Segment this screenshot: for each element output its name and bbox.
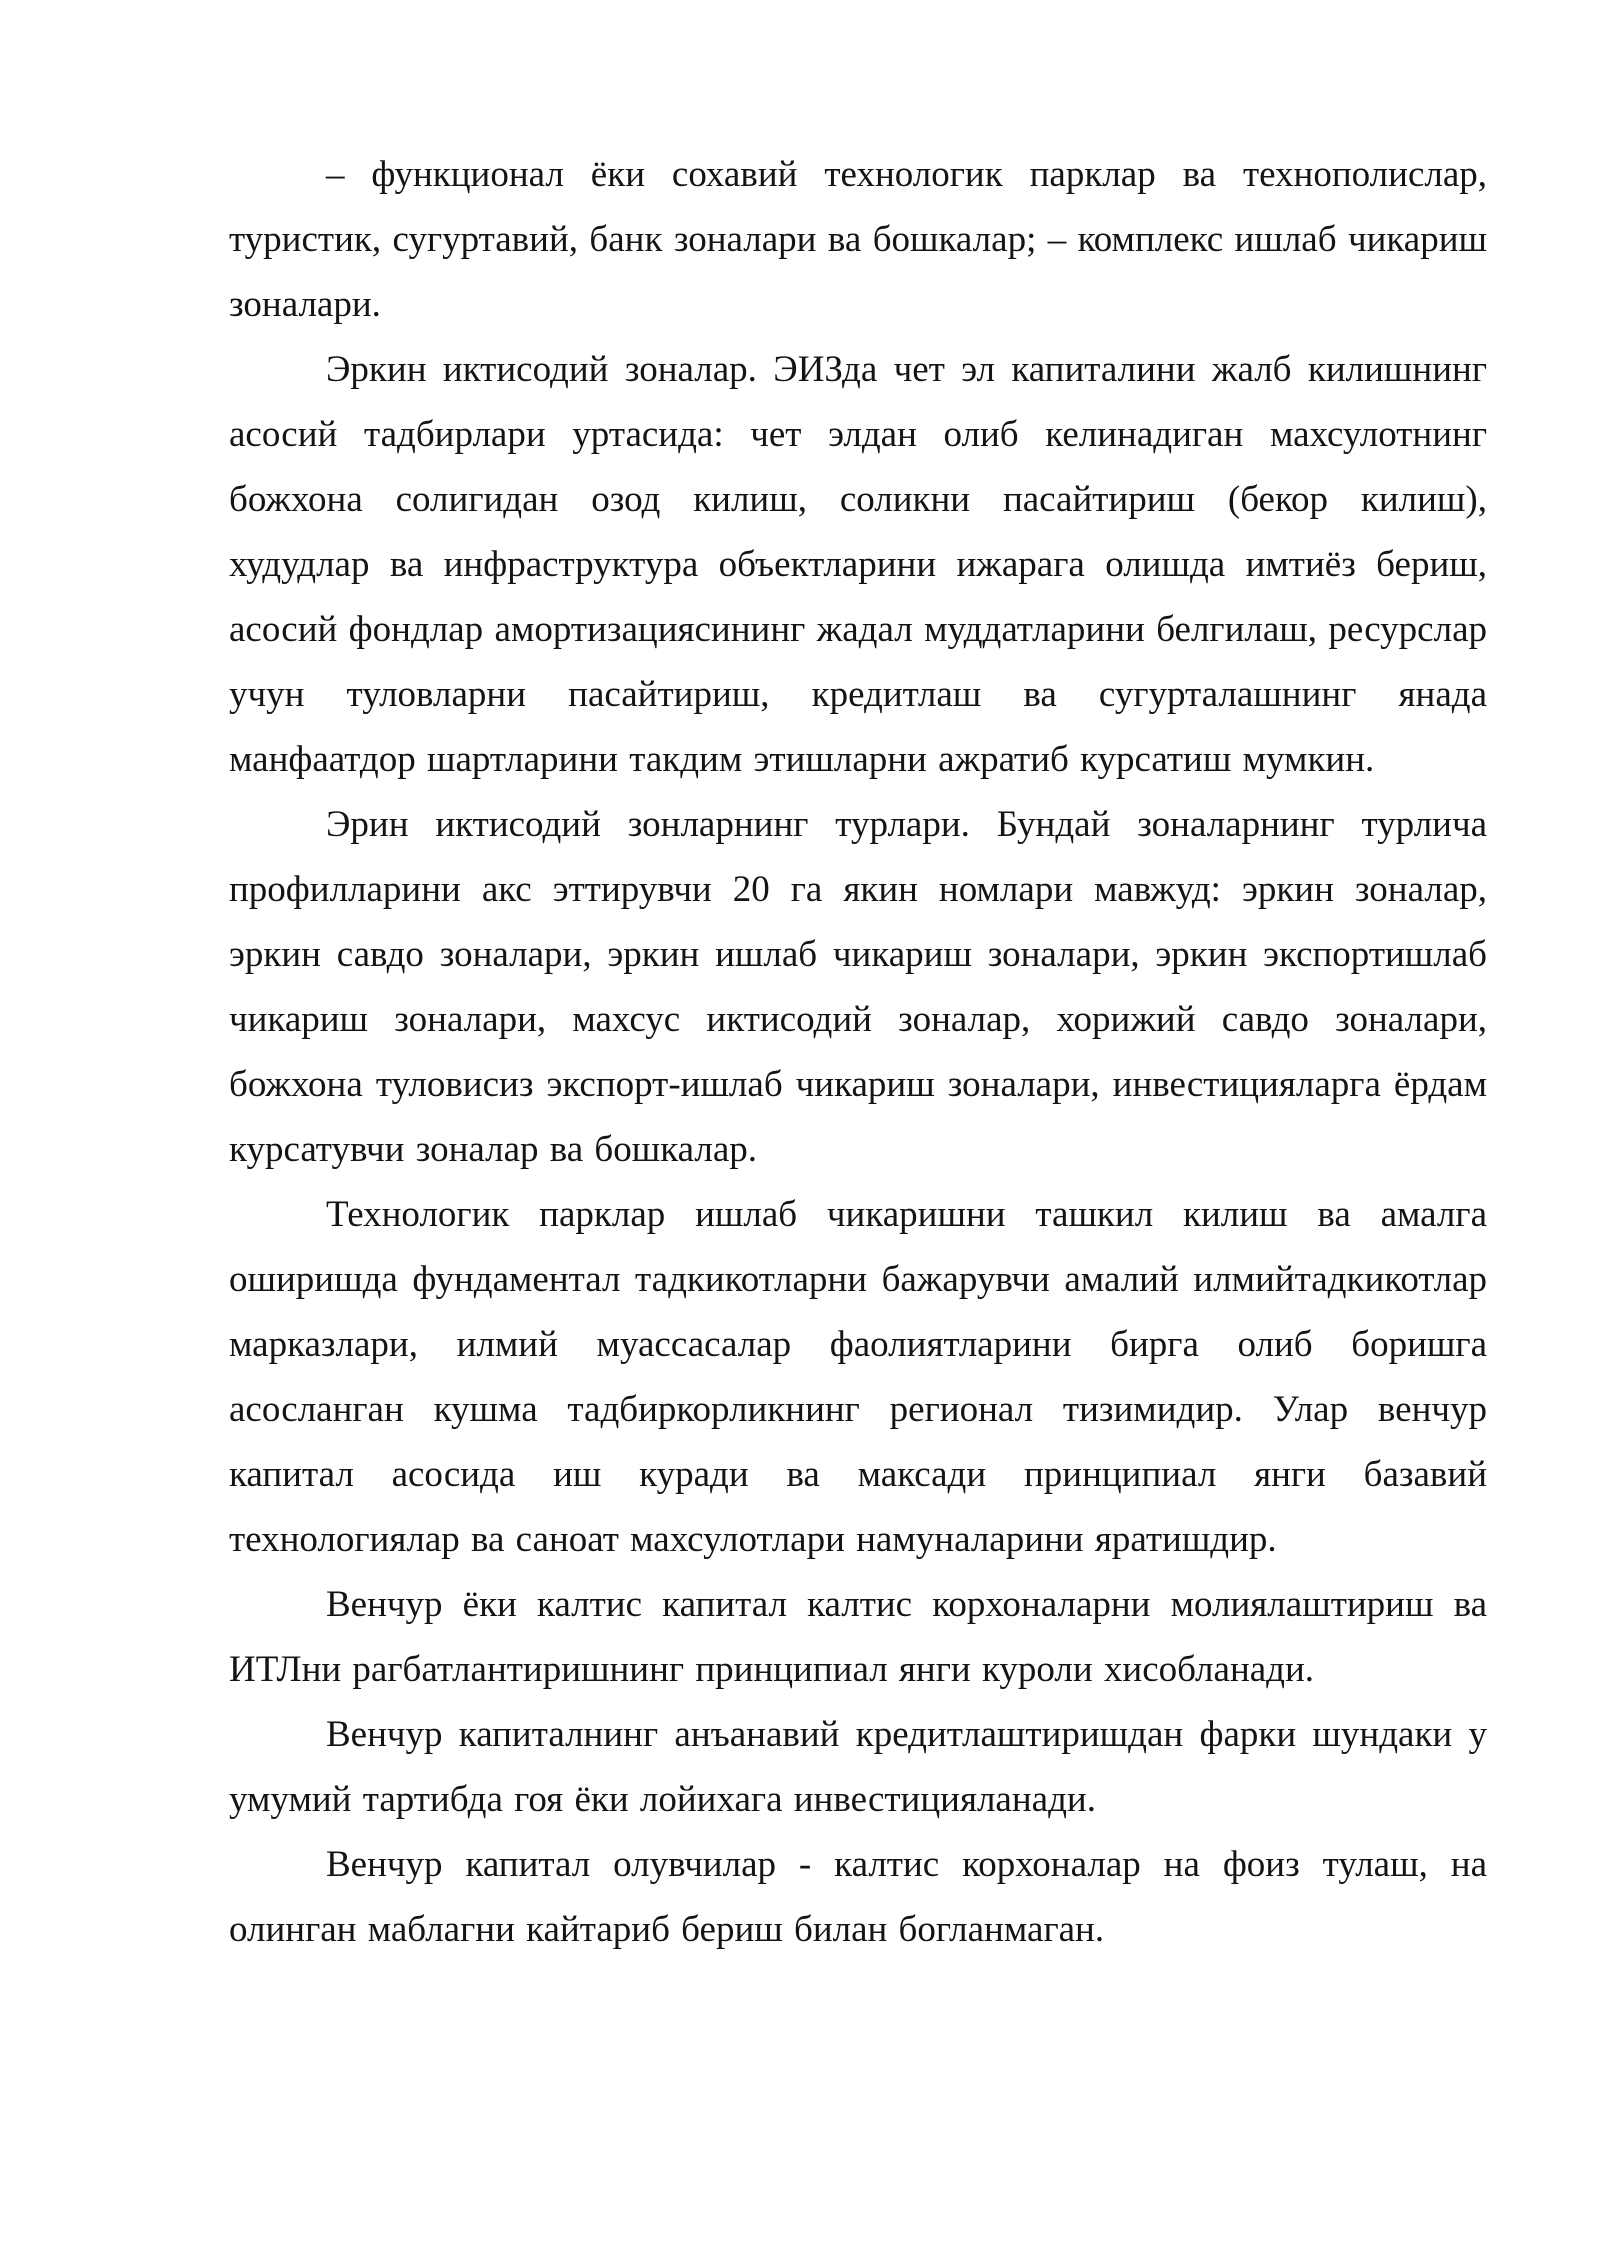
paragraph-venture-vs-credit: Венчур капиталнинг анъанавий кредитлаштиришдан фарки шундаки у умумий тартибда гоя ёки лойихага инвестицияланади. [229, 1714, 1487, 1820]
document-body [229, 142, 1487, 1962]
paragraph-venture-recipients: Венчур капитал олувчилар - калтис корхоналар на фоиз тулаш, на олинган маблагни кайтариб бериш билан богланмаган. [229, 1844, 1487, 1950]
paragraph-technology-parks: Технологик парклар ишлаб чикаришни ташкил килиш ва амалга оширишда фундаментал тадкикотларни бажарувчи амалий илмийтадкикотлар марказлари, илмий муассасалар фаолиятларини бирга олиб боришга асосланган кушма тадбиркорликнинг регионал тизимидир. Улар венчур капитал асосида иш куради ва максади принципиал янги базавий технологиялар ва саноат махсулотлари намуналарини яратишдир. [229, 1194, 1487, 1560]
paragraph-venture-capital: Венчур ёки калтис капитал калтис корхоналарни молиялаштириш ва ИТЛни рагбатлантиришнинг принципиал янги куроли хисобланади. [229, 1584, 1487, 1690]
paragraph-zone-kinds: Эрин иктисодий зонларнинг турлари. Бундай зоналарнинг турлича профилларини акс эттирувчи 20 га якин номлари мавжуд: эркин зоналар, эркин савдо зоналари, эркин ишлаб чикариш зоналари, эркин экспортишлаб чикариш зоналари, махсус иктисодий зоналар, хорижий савдо зоналари, божхона туловисиз экспорт-ишлаб чикариш зоналари, инвестицияларга ёрдам курсатувчи зоналар ва бошкалар. [229, 804, 1487, 1170]
paragraph-zone-types: – функционал ёки сохавий технологик парклар ва технополислар, туристик, сугуртавий, банк зоналари ва бошкалар; – комплекс ишлаб чикариш зоналари. [229, 154, 1487, 325]
paragraph-free-economic-zones: Эркин иктисодий зоналар. ЭИЗда чет эл капиталини жалб килишнинг асосий тадбирлари уртасида: чет элдан олиб келинадиган махсулотнинг божхона солигидан озод килиш, соликни пасайтириш (бекор килиш), худудлар ва инфраструктура объектларини ижарага олишда имтиёз бериш, асосий фондлар амортизациясининг жадал муддатларини белгилаш, ресурслар учун туловларни пасайтириш, кредитлаш ва сугурталашнинг янада манфаатдор шартларини такдим этишларни ажратиб курсатиш мумкин. [229, 349, 1487, 780]
